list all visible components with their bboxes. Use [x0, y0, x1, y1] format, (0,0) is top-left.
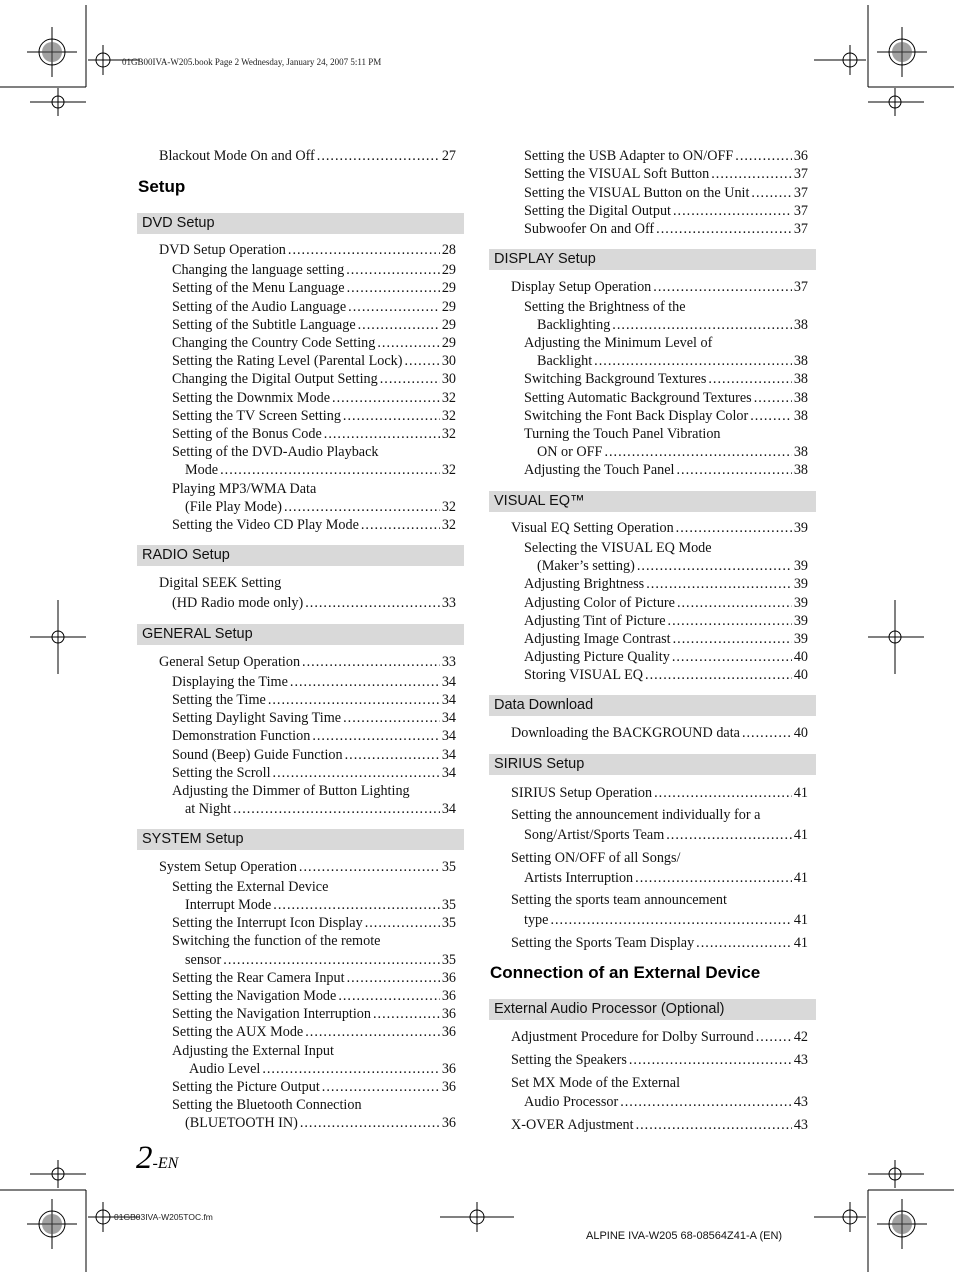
toc-entry[interactable]: Adjustment Procedure for Dolby Surround ..... 42 — [511, 1028, 808, 1046]
toc-entry[interactable]: Downloading the BACKGROUND data ..... 40 — [511, 724, 808, 742]
toc-entry[interactable]: Changing the Country Code Setting ..... 29 — [172, 334, 456, 352]
toc-entry-line: Setting the Bluetooth Connection — [172, 1097, 362, 1113]
toc-entry[interactable]: Setting of the Bonus Code ..... 32 — [172, 425, 456, 443]
toc-entry[interactable]: Changing the language setting ..... 29 — [172, 261, 456, 279]
toc-entry[interactable]: Adjusting Tint of Picture ..... 39 — [524, 612, 808, 630]
subsection-bar-data-download: Data Download — [489, 695, 816, 716]
toc-entry[interactable]: Setting the VISUAL Soft Button ..... 37 — [524, 165, 808, 183]
toc-entry[interactable]: (Maker’s setting) ..... 39 — [537, 557, 808, 575]
toc-entry[interactable]: X-OVER Adjustment ..... 43 — [511, 1116, 808, 1134]
section-heading-setup: Setup — [138, 177, 186, 196]
toc-entry-line: Selecting the VISUAL EQ Mode — [524, 540, 712, 556]
toc-entry[interactable]: Audio Level ..... 36 — [189, 1060, 456, 1078]
toc-entry-line: Setting the Brightness of the — [524, 299, 686, 315]
toc-entry-line: Setting the External Device — [172, 879, 329, 895]
toc-entry-line: Adjusting the Dimmer of Button Lighting — [172, 783, 410, 799]
toc-entry[interactable]: Audio Processor ..... 43 — [524, 1093, 808, 1111]
toc-entry[interactable]: ON or OFF ..... 38 — [537, 443, 808, 461]
toc-entry[interactable]: Subwoofer On and Off ..... 37 — [524, 220, 808, 238]
toc-entry[interactable]: Displaying the Time ..... 34 — [172, 673, 456, 691]
toc-entry[interactable]: Setting the Sports Team Display ..... 41 — [511, 934, 808, 952]
toc-entry[interactable]: Setting the Picture Output ..... 36 — [172, 1078, 456, 1096]
toc-entry-line: Setting the announcement individually for a — [511, 807, 761, 823]
toc-entry[interactable]: Song/Artist/Sports Team ..... 41 — [524, 826, 808, 844]
toc-entry[interactable]: DVD Setup Operation ..... 28 — [159, 241, 456, 259]
toc-entry[interactable]: (BLUETOOTH IN) ..... 36 — [185, 1114, 456, 1132]
toc-entry[interactable]: System Setup Operation ..... 35 — [159, 858, 456, 876]
subsection-bar-system-setup: SYSTEM Setup — [137, 829, 464, 850]
toc-entry[interactable]: Setting of the Subtitle Language ..... 29 — [172, 316, 456, 334]
subsection-bar-sirius-setup: SIRIUS Setup — [489, 754, 816, 775]
toc-entry[interactable]: Setting of the Audio Language ..... 29 — [172, 298, 456, 316]
subsection-bar-external-audio-processor: External Audio Processor (Optional) — [489, 999, 816, 1020]
toc-entry[interactable]: Setting the Rear Camera Input ..... 36 — [172, 969, 456, 987]
toc-entry[interactable]: Backlight ..... 38 — [537, 352, 808, 370]
toc-entry[interactable]: Sound (Beep) Guide Function ..... 34 — [172, 746, 456, 764]
toc-entry[interactable]: Setting the Interrupt Icon Display ..... 35 — [172, 914, 456, 932]
toc-entry[interactable]: Setting the VISUAL Button on the Unit ..... 37 — [524, 184, 808, 202]
toc-entry[interactable]: Setting the Rating Level (Parental Lock) ..... 30 — [172, 352, 456, 370]
toc-entry-line: Setting the sports team announcement — [511, 892, 727, 908]
toc-entry[interactable]: Setting the Downmix Mode ..... 32 — [172, 389, 456, 407]
toc-entry[interactable]: Setting Automatic Background Textures ..... 38 — [524, 389, 808, 407]
toc-entry[interactable]: Setting the Video CD Play Mode ..... 32 — [172, 516, 456, 534]
toc-entry[interactable]: Setting the AUX Mode ..... 36 — [172, 1023, 456, 1041]
toc-entry[interactable]: Adjusting the Touch Panel ..... 38 — [524, 461, 808, 479]
toc-entry[interactable]: Setting the Navigation Interruption ..... 36 — [172, 1005, 456, 1023]
subsection-bar-radio-setup: RADIO Setup — [137, 545, 464, 566]
toc-entry-line: Adjusting the Minimum Level of — [524, 335, 713, 351]
toc-entry-line: Playing MP3/WMA Data — [172, 481, 317, 497]
footer-file-name: 01GB03IVA-W205TOC.fm — [114, 1212, 213, 1222]
toc-entry[interactable]: sensor ..... 35 — [185, 951, 456, 969]
toc-entry-line: Setting of the DVD-Audio Playback — [172, 444, 379, 460]
toc-entry-line: Adjusting the External Input — [172, 1043, 334, 1059]
toc-entry[interactable]: Setting the Digital Output ..... 37 — [524, 202, 808, 220]
toc-entry[interactable]: Setting the Speakers ..... 43 — [511, 1051, 808, 1069]
toc-entry-line: Digital SEEK Setting — [159, 575, 282, 591]
subsection-bar-general-setup: GENERAL Setup — [137, 624, 464, 645]
toc-entry[interactable]: Changing the Digital Output Setting ..... 30 — [172, 370, 456, 388]
toc-entry[interactable]: Blackout Mode On and Off ..... 27 — [159, 147, 456, 165]
subsection-bar-dvd-setup: DVD Setup — [137, 213, 464, 234]
toc-entry[interactable]: Adjusting Image Contrast ..... 39 — [524, 630, 808, 648]
section-heading-external-device: Connection of an External Device — [490, 963, 761, 982]
toc-entry-line: Switching the function of the remote — [172, 933, 381, 949]
toc-entry[interactable]: Storing VISUAL EQ ..... 40 — [524, 666, 808, 684]
toc-entry[interactable]: SIRIUS Setup Operation ..... 41 — [511, 784, 808, 802]
toc-entry[interactable]: Demonstration Function ..... 34 — [172, 727, 456, 745]
toc-entry[interactable]: Setting of the Menu Language ..... 29 — [172, 279, 456, 297]
toc-entry[interactable]: Display Setup Operation ..... 37 — [511, 278, 808, 296]
toc-entry[interactable]: Backlighting ..... 38 — [537, 316, 808, 334]
toc-entry[interactable]: Setting the Navigation Mode ..... 36 — [172, 987, 456, 1005]
toc-entry-line: Set MX Mode of the External — [511, 1075, 681, 1091]
toc-entry[interactable]: (File Play Mode) ..... 32 — [185, 498, 456, 516]
toc-entry[interactable]: Setting the USB Adapter to ON/OFF ..... 36 — [524, 147, 808, 165]
book-header-note: 01GB00IVA-W205.book Page 2 Wednesday, January 24, 2007 5:11 PM — [122, 57, 382, 67]
toc-entry[interactable]: type ..... 41 — [524, 911, 808, 929]
toc-entry[interactable]: (HD Radio mode only) ..... 33 — [172, 594, 456, 612]
toc-entry[interactable]: Switching the Font Back Display Color ..... 38 — [524, 407, 808, 425]
toc-entry[interactable]: Switching Background Textures ..... 38 — [524, 370, 808, 388]
toc-entry[interactable]: Visual EQ Setting Operation ..... 39 — [511, 519, 808, 537]
toc-entry-line: Setting ON/OFF of all Songs/ — [511, 850, 681, 866]
toc-entry-line: Turning the Touch Panel Vibration — [524, 426, 721, 442]
toc-entry[interactable]: Setting the Time ..... 34 — [172, 691, 456, 709]
subsection-bar-visual-eq: VISUAL EQ™ — [489, 491, 816, 512]
toc-entry[interactable]: Setting the Scroll ..... 34 — [172, 764, 456, 782]
toc-entry[interactable]: Interrupt Mode ..... 35 — [185, 896, 456, 914]
toc-entry[interactable]: Setting Daylight Saving Time ..... 34 — [172, 709, 456, 727]
toc-entry[interactable]: General Setup Operation ..... 33 — [159, 653, 456, 671]
toc-entry[interactable]: Adjusting Brightness ..... 39 — [524, 575, 808, 593]
toc-entry[interactable]: Adjusting Color of Picture ..... 39 — [524, 594, 808, 612]
toc-entry[interactable]: at Night ..... 34 — [185, 800, 456, 818]
toc-entry[interactable]: Artists Interruption ..... 41 — [524, 869, 808, 887]
toc-entry[interactable]: Setting the TV Screen Setting ..... 32 — [172, 407, 456, 425]
subsection-bar-display-setup: DISPLAY Setup — [489, 249, 816, 270]
footer-model-code: ALPINE IVA-W205 68-08564Z41-A (EN) — [586, 1230, 783, 1242]
toc-entry[interactable]: Adjusting Picture Quality ..... 40 — [524, 648, 808, 666]
page-number: 2-EN — [136, 1140, 179, 1176]
toc-entry[interactable]: Mode ..... 32 — [185, 461, 456, 479]
